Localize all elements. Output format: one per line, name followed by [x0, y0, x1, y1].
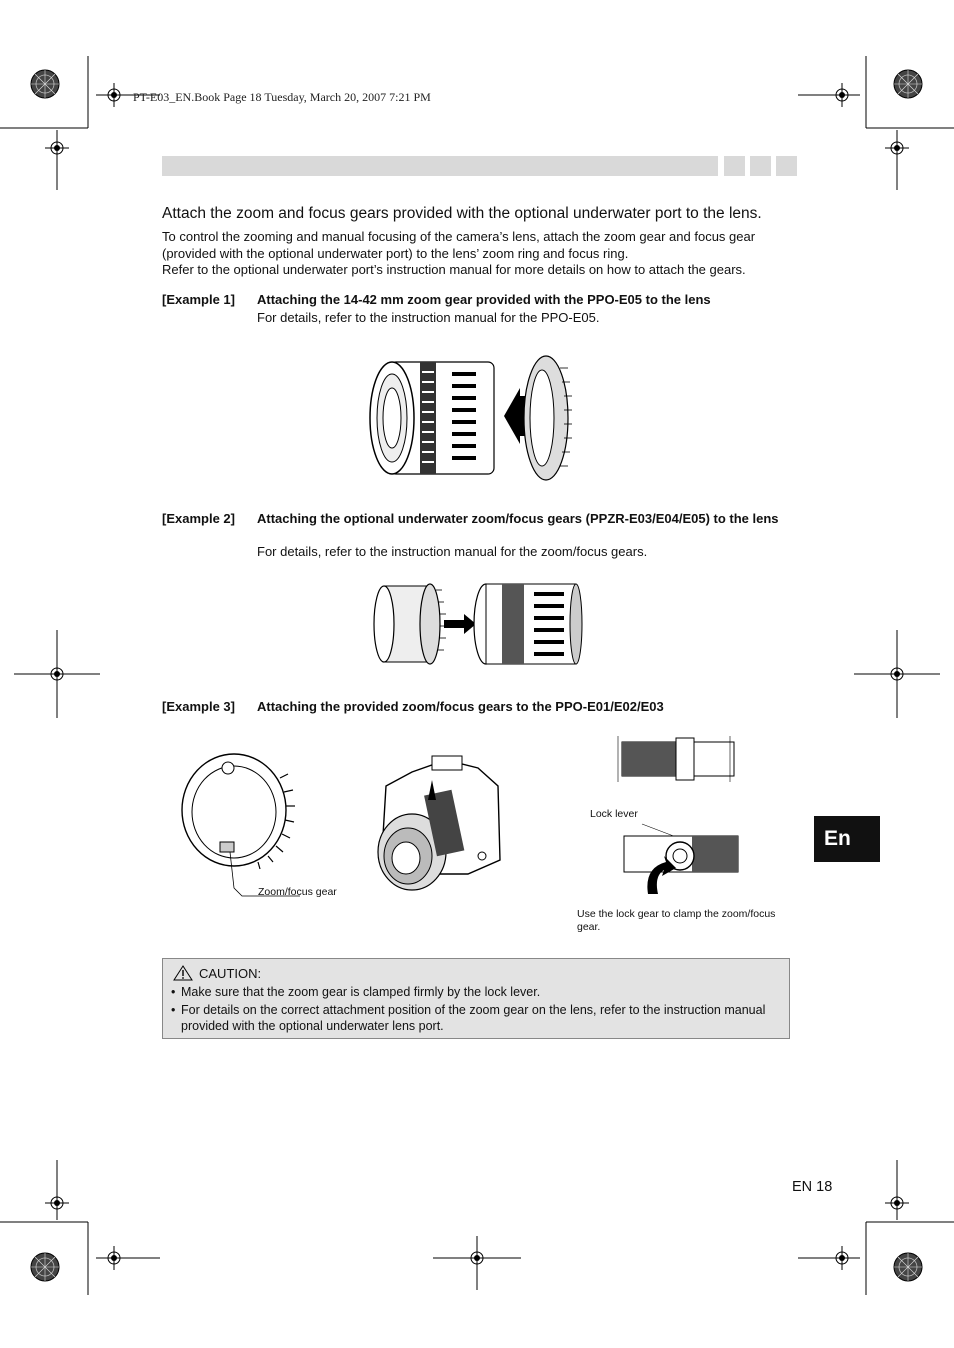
caution-item-text: For details on the correct attachment position of the zoom gear on the lens, refer to the instruction manual provided with the optional underwater lens port. [181, 1003, 766, 1033]
page-number: EN 18 [792, 1179, 833, 1195]
lock-lever-label: Lock lever [590, 808, 638, 820]
language-tab: En [814, 816, 880, 862]
header-bar-square-3 [776, 156, 797, 176]
caution-item [171, 1002, 783, 1034]
bullet: • [171, 985, 176, 999]
caution-list [171, 984, 783, 1036]
header-bar [162, 156, 718, 176]
section-title: Attach the zoom and focus gears provided with the optional underwater port to the lens. [162, 205, 762, 222]
example-1-label: [Example 1] [162, 292, 235, 307]
example-1-title: Attaching the 14-42 mm zoom gear provided with the PPO-E05 to the lens [257, 292, 711, 307]
caution-item-text: Make sure that the zoom gear is clamped firmly by the lock lever. [181, 985, 541, 999]
caution-box [162, 958, 790, 1039]
zoom-focus-gear-label: Zoom/focus gear [258, 886, 337, 898]
lock-gear-note: Use the lock gear to clamp the zoom/focus gear. [577, 908, 776, 933]
gear-ring-illustration [172, 748, 302, 900]
bullet: • [171, 1003, 176, 1017]
example-3-label: [Example 3] [162, 699, 235, 714]
example-3-title: Attaching the provided zoom/focus gears to the PPO-E01/E02/E03 [257, 699, 664, 714]
zoom-focus-gears-illustration [372, 576, 584, 668]
lens-zoom-gear-illustration [364, 348, 580, 490]
camera-with-gear-illustration [372, 752, 506, 894]
header-bar-square-1 [724, 156, 745, 176]
caution-heading-text: CAUTION: [199, 965, 262, 981]
header-bar-square-2 [750, 156, 771, 176]
intro-paragraph-2: Refer to the optional underwater port’s instruction manual for more details on how to attach the gears. [162, 262, 746, 277]
example-1-description: For details, refer to the instruction manual for the PPO-E05. [257, 310, 600, 325]
caution-item [171, 984, 783, 1000]
intro-paragraph-1: To control the zooming and manual focusing of the camera’s lens, attach the zoom gear and focus gear (provided with the optional underwater port) to the lens’ zoom ring and focus ring. [162, 229, 756, 261]
lock-lever-top-illustration [614, 734, 740, 784]
example-2-label: [Example 2] [162, 511, 235, 526]
intro-text [162, 229, 802, 279]
caution-heading [173, 965, 261, 981]
lock-lever-clamp-illustration [614, 816, 744, 902]
file-info-header: PT-E03_EN.Book Page 18 Tuesday, March 20, 2007 7:21 PM [133, 90, 431, 104]
example-2-title: Attaching the optional underwater zoom/focus gears (PPZR-E03/E04/E05) to the lens [257, 511, 779, 526]
warning-icon [173, 965, 193, 981]
example-2-description: For details, refer to the instruction manual for the zoom/focus gears. [257, 544, 648, 559]
